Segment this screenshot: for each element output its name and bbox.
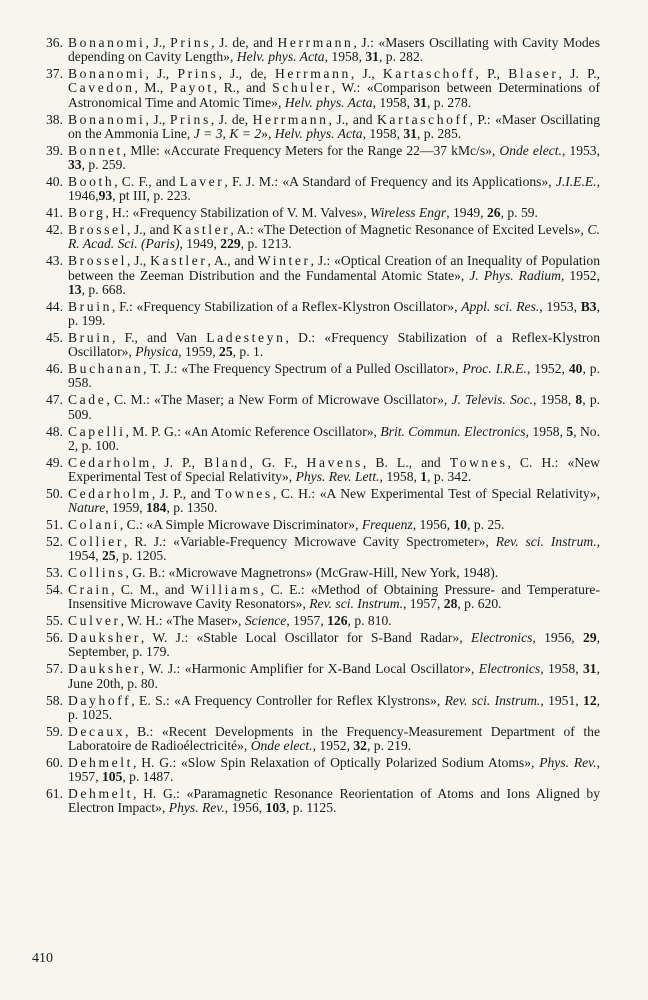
author-name: Kastler: [150, 253, 208, 269]
journal-title: Rev. sci. Instrum.: [309, 596, 403, 612]
reference-text: , 1958,: [533, 392, 576, 408]
reference-number: 59.: [46, 723, 63, 739]
author-name: Bland: [203, 454, 250, 470]
reference-number: 37.: [46, 66, 63, 82]
volume-number: 12: [583, 692, 597, 708]
volume-number: 31: [413, 94, 427, 110]
reference-text: , 1959,: [178, 344, 220, 360]
reference-text: , 1958,: [525, 423, 567, 439]
reference-text: , p. 342.: [427, 469, 472, 485]
journal-title: Physica: [135, 344, 179, 360]
reference-text: , 1957,: [403, 596, 444, 612]
author-name: Dayhoff: [68, 692, 132, 708]
reference-text: , J.: «Masers Oscillating with Cavity Modes depending on Cavity Length»,: [68, 35, 600, 65]
reference-text: , J.,: [145, 35, 171, 50]
reference-number: 49.: [46, 454, 63, 470]
reference-entry: [32, 535, 600, 564]
volume-number: 31: [365, 49, 379, 65]
volume-number: 13: [68, 281, 82, 297]
reference-text: , p. 509.: [68, 392, 601, 422]
journal-title: Electronics: [470, 630, 533, 646]
reference-number: 38.: [46, 111, 63, 127]
reference-text: , R. J.: «Variable-Frequency Microwave Cavity Spectrometer»,: [123, 534, 496, 549]
reference-text: , 1958,: [362, 125, 404, 141]
author-name: Cedarholm: [68, 485, 152, 501]
author-name: Laver: [179, 174, 225, 190]
reference-text: , p. 219.: [366, 738, 412, 754]
reference-text: , C. M., and: [111, 582, 191, 598]
author-name: Bruin: [68, 329, 112, 345]
author-name: Payot: [169, 80, 214, 96]
reference-text: , C.: «A Simple Microwave Discriminator»,: [119, 517, 362, 533]
reference-text: , R., and: [213, 80, 273, 96]
reference-entry: [32, 254, 600, 297]
reference-text: , J. de, and: [211, 35, 278, 50]
reference-text: , F., and Van: [111, 329, 207, 345]
volume-number: 1: [420, 469, 428, 485]
author-name: Buchanan: [68, 361, 144, 377]
reference-text: , H. G.: «Paramagnetic Resonance Reorientation of Atoms and Ions Aligned by Electron Impact»,: [68, 786, 600, 816]
reference-text: , W. J.: «Harmonic Amplifier for X-Band Local Oscillator»,: [140, 661, 479, 677]
reference-text: , J.,: [126, 253, 151, 269]
reference-text: , M.,: [134, 80, 170, 96]
reference-text: , H.: «Frequency Stabilization of V. M. Valves»,: [105, 205, 371, 221]
volume-number: 40: [568, 361, 583, 377]
reference-text: , p. 285.: [416, 125, 462, 141]
reference-text: , C. M.: «The Maser; a New Form of Microwave Oscillator»,: [106, 392, 452, 408]
reference-text: , p. 1350.: [166, 500, 218, 516]
reference-text: , A., and: [207, 253, 258, 269]
author-name: Bruin: [68, 298, 112, 314]
reference-entry: [32, 566, 600, 580]
reference-text: , 1951,: [540, 692, 584, 708]
reference-text: , p. 1025.: [68, 692, 601, 722]
reference-entry: [32, 331, 600, 360]
reference-text: , H. G.: «Slow Spin Relaxation of Optically Polarized Sodium Atoms»,: [133, 754, 540, 770]
author-name: Townes: [215, 485, 273, 501]
reference-number: 61.: [46, 786, 63, 802]
reference-text: , 1949,: [179, 236, 221, 252]
page-number: 410: [32, 951, 53, 966]
reference-text: , 1957,: [286, 613, 328, 629]
reference-entry: [32, 518, 600, 532]
reference-number: 50.: [46, 485, 63, 501]
journal-title: J. Televis. Soc.: [451, 392, 534, 408]
reference-text: , J. P., and: [151, 485, 216, 501]
reference-text: , G. F.,: [249, 454, 307, 470]
author-name: Booth: [68, 174, 115, 190]
reference-text: , 1952,: [526, 361, 569, 377]
reference-text: , 1959,: [105, 500, 147, 516]
journal-title: Frequenz: [361, 517, 413, 533]
reference-text: , Mlle: «Accurate Frequency Meters for the Range 22—37 kMc/s»,: [122, 142, 500, 158]
reference-text: , p. 278.: [426, 94, 472, 110]
reference-text: , D.: «Frequency Stabilization of a Reflex-Klystron Oscillator»,: [68, 329, 600, 360]
journal-title: C. R. Acad. Sci. (Paris): [68, 222, 600, 252]
reference-text: , W. H.: «The Maser»,: [120, 613, 245, 629]
journal-title: Rev. sci. Instrum.: [495, 534, 597, 549]
author-name: Brossel: [68, 253, 127, 269]
volume-number: 25: [219, 344, 233, 360]
reference-text: , P.,: [475, 66, 509, 82]
reference-number: 36.: [46, 35, 63, 50]
author-name: Kartaschoff: [382, 66, 476, 82]
reference-text: , p. 810.: [347, 613, 392, 629]
reference-number: 43.: [46, 253, 63, 269]
reference-number: 57.: [46, 661, 63, 677]
author-name: Brossel: [68, 222, 127, 238]
reference-number: 40.: [46, 174, 63, 190]
reference-entry: [32, 662, 600, 691]
reference-number: 45.: [46, 329, 63, 345]
reference-text: , J. P.,: [151, 454, 204, 470]
journal-title: Helv. phys. Acta: [284, 94, 373, 110]
volume-number: 126: [327, 613, 348, 629]
reference-text: , 1952,: [560, 267, 600, 283]
reference-text: , p. 1213.: [240, 236, 292, 252]
volume-number: 5: [566, 423, 574, 439]
author-name: Bonanomi: [68, 66, 146, 82]
author-name: Dauksher: [68, 630, 141, 646]
volume-number: 105: [101, 769, 123, 785]
reference-text: , 1949,: [446, 205, 487, 221]
reference-number: 56.: [46, 630, 63, 646]
volume-number: 31: [583, 661, 597, 677]
reference-text: , pt III, p. 223.: [112, 188, 191, 204]
author-name: Crain: [68, 582, 112, 598]
reference-text: , p. 25.: [467, 517, 505, 533]
reference-entry: [32, 487, 600, 516]
reference-entry: [32, 206, 600, 220]
volume-number: 229: [220, 236, 241, 252]
volume-number: 33: [68, 157, 82, 173]
reference-text: , C. F., and: [114, 174, 180, 190]
reference-text: , 1953,: [539, 298, 581, 314]
journal-title: J. Phys. Radium: [469, 267, 561, 283]
reference-text: , p. 1205.: [115, 548, 167, 564]
author-name: Kastler: [172, 222, 231, 238]
journal-title: Wireless Engr: [370, 205, 447, 221]
volume-number: 29: [583, 630, 597, 646]
author-name: Prins: [170, 35, 212, 50]
volume-number: 26: [486, 205, 501, 221]
author-name: Borg: [68, 205, 106, 221]
reference-entry: [32, 787, 600, 816]
reference-text: , 1958,: [540, 661, 583, 677]
author-name: Blaser: [508, 66, 559, 82]
reference-number: 52.: [46, 534, 63, 549]
author-name: Collier: [68, 534, 124, 549]
journal-title: Helv. phys. Acta: [236, 49, 325, 65]
reference-text: , E. S.: «A Frequency Controller for Reflex Klystrons»,: [131, 692, 445, 708]
reference-text: , 1946,: [68, 174, 600, 204]
author-name: Winter: [257, 253, 311, 269]
reference-number: 39.: [46, 142, 63, 158]
journal-title: Appl. sci. Res.: [461, 298, 540, 314]
reference-text: , W. J.: «Stable Local Oscillator for S-Band Radar»,: [140, 630, 471, 646]
author-name: Cavedon: [68, 80, 135, 96]
author-name: Williams: [190, 582, 261, 598]
journal-title: Phys. Rev.: [539, 754, 597, 770]
reference-text: , J.,: [145, 66, 178, 82]
reference-text: , 1958,: [372, 94, 414, 110]
reference-number: 41.: [46, 205, 63, 221]
reference-text: , J., de,: [218, 66, 275, 82]
reference-text: , 1957,: [68, 754, 600, 785]
reference-entry: [32, 583, 600, 612]
volume-number: 8: [575, 392, 583, 408]
volume-number: 184: [146, 500, 167, 516]
journal-title: Onde elect.: [250, 738, 313, 754]
reference-number: 47.: [46, 392, 63, 408]
reference-text: , B. L., and: [362, 454, 450, 470]
author-name: Capelli: [68, 423, 126, 439]
reference-entry: [32, 456, 600, 485]
reference-entry: [32, 175, 600, 204]
reference-number: 42.: [46, 222, 63, 238]
volume-number: 93: [98, 188, 113, 204]
reference-text: , C. H.: «A New Experimental Test of Special Relativity»,: [272, 485, 600, 501]
reference-text: , p. 282.: [378, 49, 424, 65]
reference-text: , J.: «Optical Creation of an Inequality of Population between the Zeeman Distribution and the Fundamental Atomic State»,: [68, 253, 600, 283]
reference-text: , 1956,: [224, 800, 266, 816]
reference-text: , p. 59.: [500, 205, 538, 221]
reference-text: , G. B.: «Microwave Magnetrons» (McGraw-Hill, New York, 1948).: [125, 565, 499, 581]
reference-entry: [32, 425, 600, 454]
reference-entry: [32, 694, 600, 723]
reference-text: , p. 668.: [81, 281, 126, 297]
reference-entry: [32, 300, 600, 329]
reference-text: , T. J.: «The Frequency Spectrum of a Pulled Oscillator»,: [143, 361, 463, 377]
reference-text: , p. 1.: [232, 344, 264, 360]
reference-text: , p. 259.: [81, 157, 126, 173]
author-name: Dauksher: [68, 661, 141, 677]
reference-text: , p. 1125.: [285, 800, 337, 816]
reference-entry: [32, 614, 600, 628]
reference-entry: [32, 144, 600, 173]
reference-text: , 1954,: [68, 534, 601, 564]
reference-text: , p. 958.: [68, 361, 601, 391]
reference-text: , No. 2, p. 100.: [68, 423, 601, 453]
author-name: Colani: [68, 517, 120, 533]
author-name: Herrmann: [277, 35, 354, 50]
author-name: Townes: [449, 454, 508, 470]
author-name: Decaux: [68, 723, 126, 739]
reference-entry: [32, 113, 600, 142]
reference-number: 53.: [46, 565, 63, 581]
reference-entry: [32, 36, 600, 65]
reference-text: , B.: «Recent Developments in the Frequency-Measurement Department of the Laboratoire de Radioélectricité»,: [68, 723, 600, 754]
reference-text: , J., and: [328, 111, 378, 127]
reference-entry: [32, 725, 600, 754]
reference-number: 48.: [46, 423, 63, 439]
reference-entry: [32, 67, 600, 110]
author-name: Havens: [306, 454, 363, 470]
reference-text: »,: [261, 125, 275, 141]
reference-entry: [32, 631, 600, 660]
reference-text: , June 20th, p. 80.: [68, 661, 600, 691]
reference-text: , 1956,: [412, 517, 454, 533]
reference-text: , J. P.,: [558, 66, 600, 82]
reference-text: , p. 1487.: [122, 769, 174, 785]
journal-title: Onde elect.: [499, 142, 562, 158]
reference-number: 51.: [46, 517, 63, 533]
author-name: Schuler: [272, 80, 332, 96]
volume-number: 25: [101, 548, 116, 564]
reference-number: 55.: [46, 613, 63, 629]
reference-entry: [32, 362, 600, 391]
reference-text: , M. P. G.: «An Atomic Reference Oscillator»,: [125, 423, 381, 439]
reference-text: , J., and: [126, 222, 173, 238]
author-name: Collins: [68, 565, 126, 581]
volume-number: 28: [443, 596, 458, 612]
journal-title: Science: [244, 613, 287, 629]
volume-number: 31: [403, 125, 417, 141]
author-name: Kartaschoff: [377, 111, 470, 127]
author-name: Dehmelt: [68, 786, 134, 802]
author-name: Bonanomi: [68, 111, 146, 127]
author-name: Bonanomi: [68, 35, 146, 50]
reference-text: , September, p. 179.: [68, 630, 601, 660]
reference-text: , J. de,: [210, 111, 253, 127]
reference-number: 60.: [46, 754, 63, 770]
reference-text: , A.: «The Detection of Magnetic Resonance of Excited Levels»,: [230, 222, 588, 238]
author-name: Ladesteyn: [206, 329, 286, 345]
author-name: Bonnet: [68, 142, 123, 158]
volume-number: B3: [580, 298, 597, 314]
author-name: Prins: [169, 111, 211, 127]
reference-entry: [32, 223, 600, 252]
journal-title: Electronics: [478, 661, 541, 677]
journal-title: Brit. Commun. Electronics: [380, 423, 526, 439]
journal-title: J.I.E.E.: [555, 174, 597, 190]
author-name: Herrmann: [252, 111, 329, 127]
journal-title: Nature: [68, 500, 106, 516]
reference-text: , J.,: [145, 111, 170, 127]
reference-number: 58.: [46, 692, 63, 708]
reference-entry: [32, 756, 600, 785]
reference-text: , p. 199.: [68, 298, 600, 329]
reference-number: 46.: [46, 361, 63, 377]
reference-text: , P.: «Maser Oscillating on the Ammonia Line,: [68, 111, 600, 141]
journal-title: Phys. Rev. Lett.: [295, 469, 380, 485]
journal-title: J = 3, K = 2: [193, 125, 262, 141]
author-name: Culver: [68, 613, 121, 629]
reference-list: [32, 36, 600, 818]
reference-text: , 1952,: [312, 738, 354, 754]
reference-text: , 1958,: [379, 469, 421, 485]
reference-entry: [32, 393, 600, 422]
reference-text: , W.: «Comparison between Determinations of Astronomical Time and Atomic Time»,: [68, 80, 600, 110]
volume-number: 32: [353, 738, 367, 754]
reference-text: , J.,: [350, 66, 383, 82]
reference-text: , 1953,: [561, 142, 600, 158]
author-name: Cade: [68, 392, 107, 408]
journal-title: Helv. phys. Acta: [274, 125, 363, 141]
journal-title: Rev. sci. Instrum.: [444, 692, 541, 708]
reference-text: , F.: «Frequency Stabilization of a Reflex-Klystron Oscillator»,: [111, 298, 462, 314]
reference-text: , F. J. M.: «A Standard of Frequency and its Applications»,: [224, 174, 556, 190]
journal-title: Phys. Rev.: [168, 800, 225, 816]
author-name: Dehmelt: [68, 754, 134, 770]
volume-number: 10: [453, 517, 468, 533]
reference-text: , p. 620.: [457, 596, 502, 612]
author-name: Prins: [177, 66, 219, 82]
reference-text: , 1956,: [532, 630, 584, 646]
reference-number: 54.: [46, 582, 63, 598]
reference-text: , C. E.: «Method of Obtaining Pressure- and Temperature-Insensitive Microwave Cavity Resonators»,: [68, 582, 600, 612]
author-name: Herrmann: [274, 66, 351, 82]
reference-text: , C. H.: «New Experimental Test of Special Relativity»,: [68, 454, 600, 485]
volume-number: 103: [265, 800, 286, 816]
journal-title: Proc. I.R.E.: [462, 361, 527, 377]
author-name: Cedarholm: [68, 454, 152, 470]
reference-number: 44.: [46, 298, 63, 314]
reference-text: , 1958,: [324, 49, 366, 65]
